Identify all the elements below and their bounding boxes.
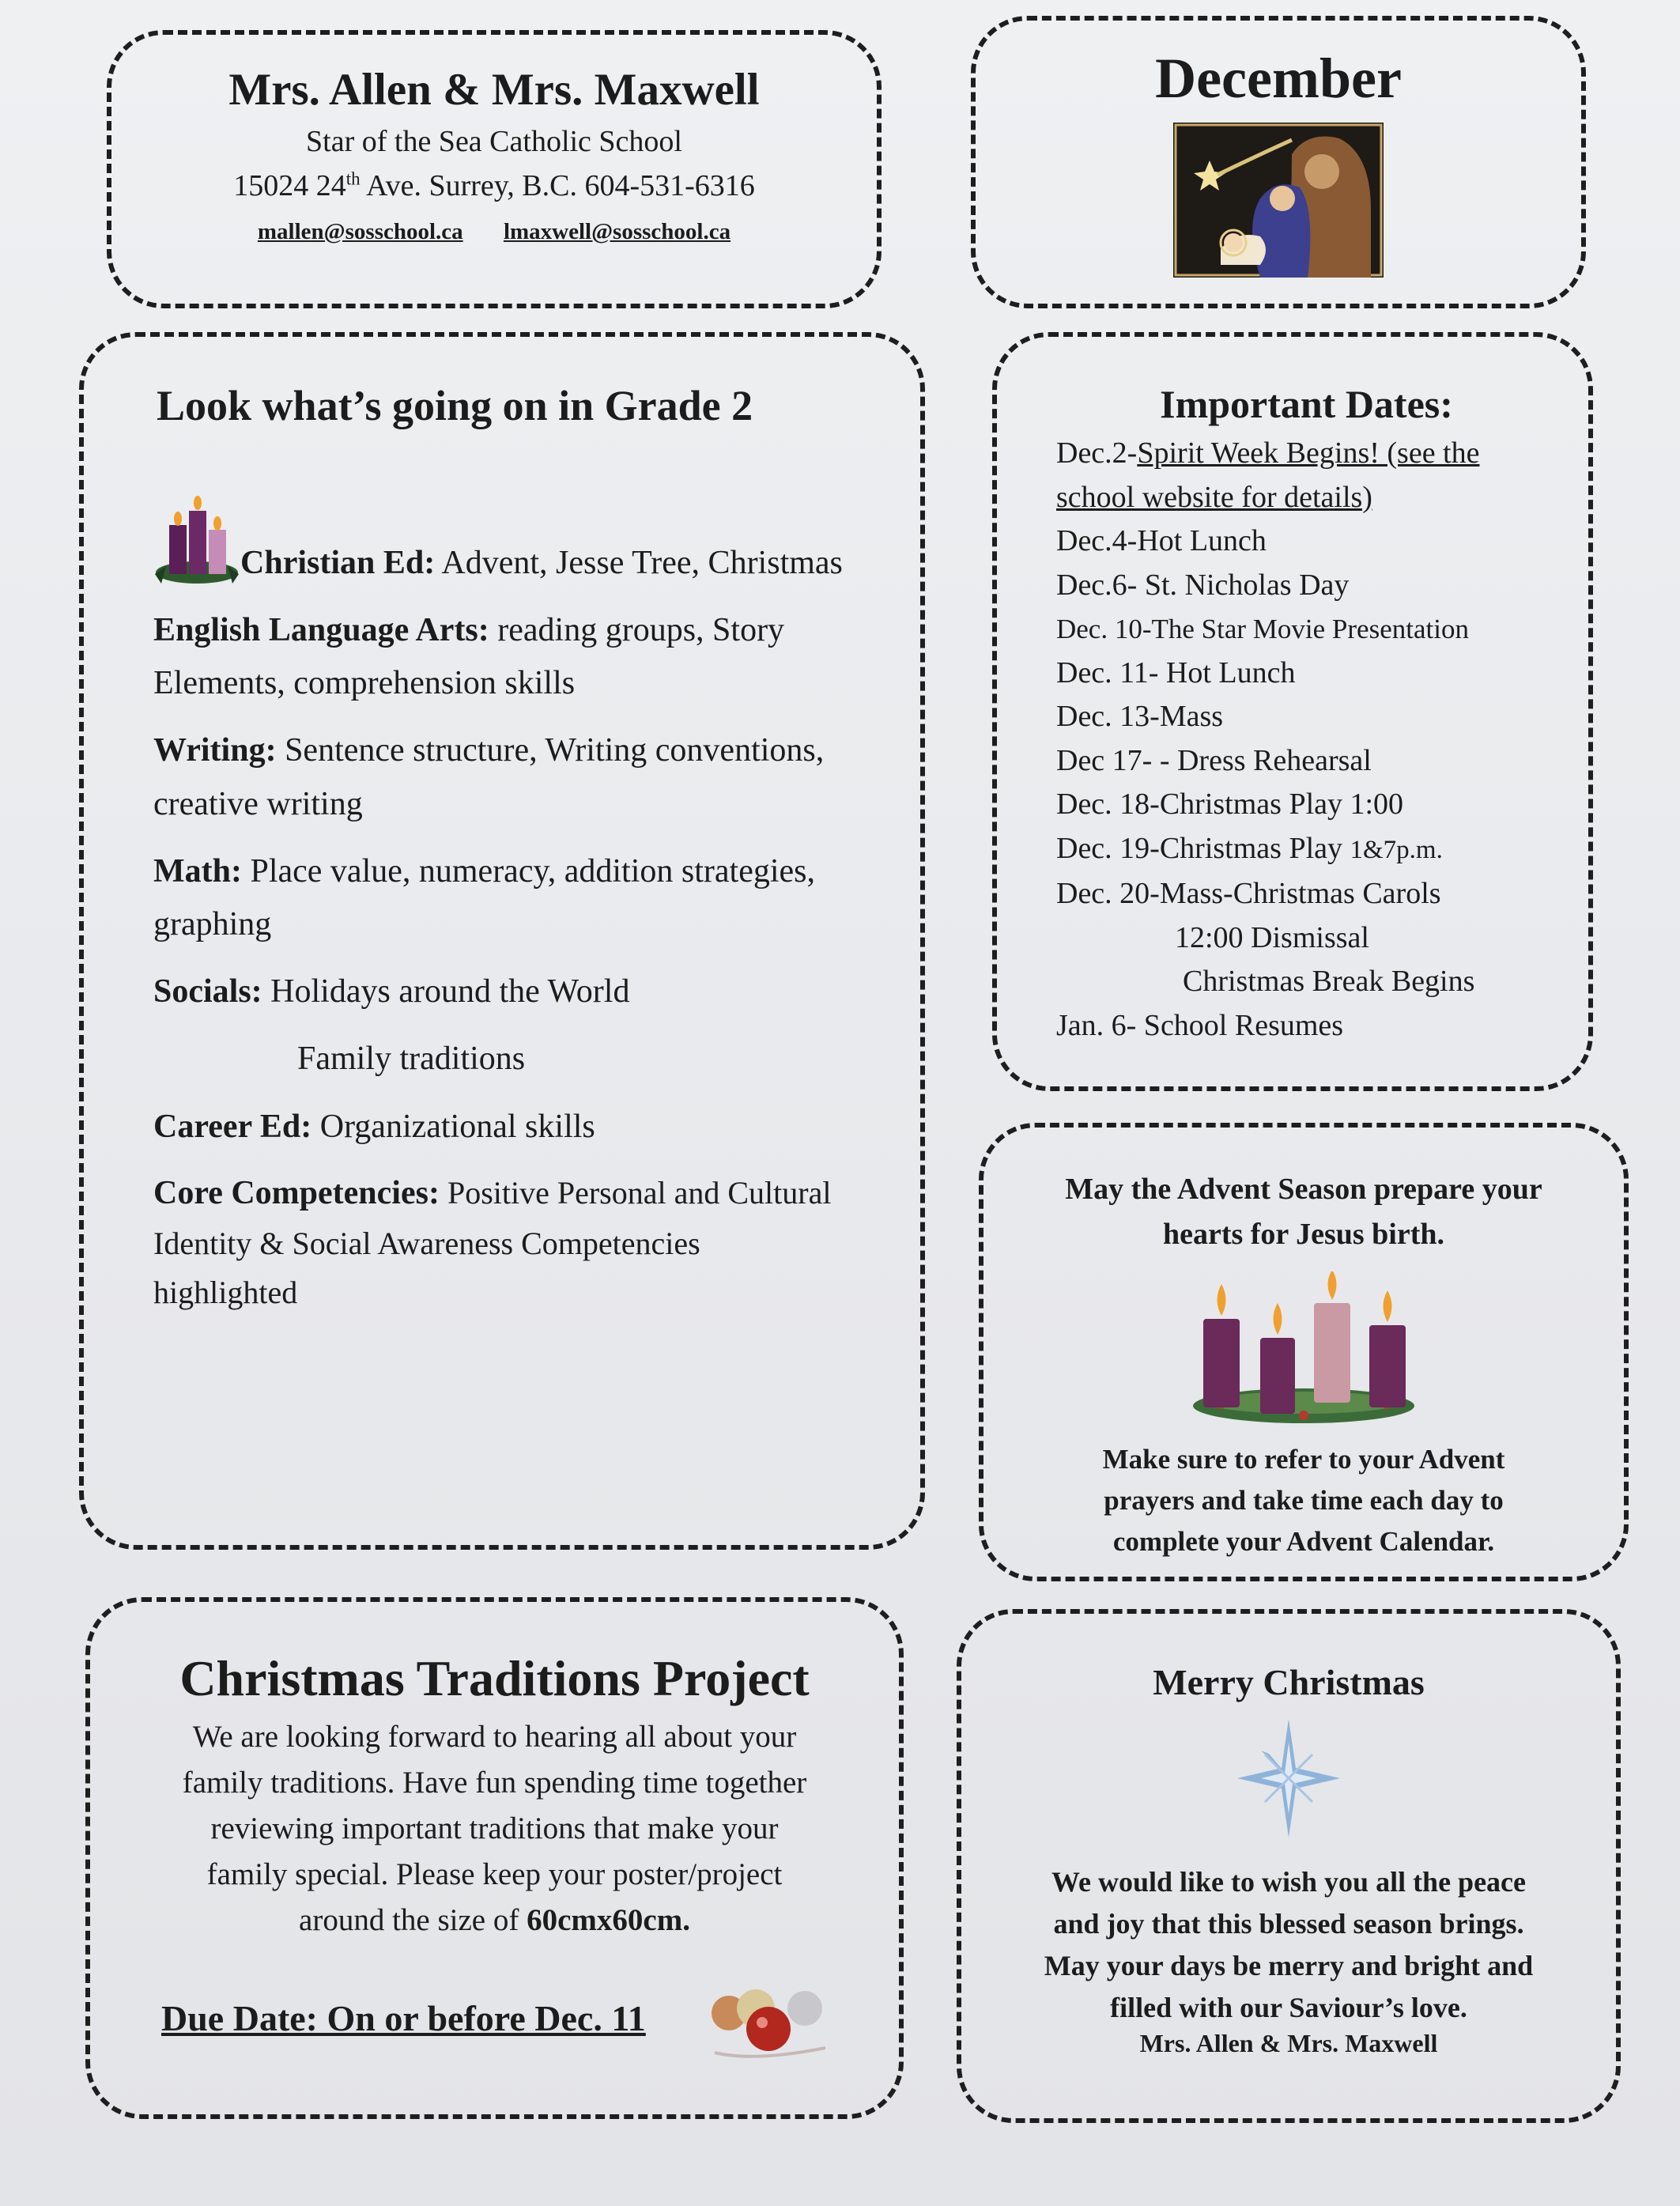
- traditions-line: reviewing important traditions that make your: [210, 1811, 779, 1845]
- writing-text: Sentence structure, Writing conventions, creative writing: [153, 732, 825, 822]
- date-row: Dec. 13-Mass: [1056, 700, 1224, 733]
- date-row: Dec.6- St. Nicholas Day: [1056, 568, 1350, 602]
- date-row: Christmas Break Begins: [1183, 965, 1475, 998]
- family-traditions-text: Family traditions: [297, 1041, 526, 1078]
- socials-text: Holidays around the World: [262, 973, 630, 1010]
- traditions-size-line: [114, 1898, 875, 1943]
- spirit-week-link-continued[interactable]: school website for details): [1056, 480, 1372, 514]
- advent-instructions-line: prayers and take time each day to: [1104, 1485, 1504, 1516]
- due-date: Due Date: On or before Dec. 11: [161, 1998, 646, 2038]
- email-link-allen[interactable]: mallen@sosschool.ca: [257, 219, 463, 245]
- date-row: Dec. 10-The Star Movie Presentation: [1056, 614, 1469, 644]
- math-text: Place value, numeracy, addition strategies, graphing: [153, 852, 815, 942]
- math-label: Math:: [153, 852, 242, 890]
- grade-activities-box: [79, 332, 925, 1550]
- teacher-names: Mrs. Allen & Mrs. Maxwell: [228, 65, 760, 115]
- ela-label: English Language Arts:: [153, 612, 489, 648]
- traditions-description: [90, 1714, 899, 1943]
- writing-label: Writing:: [153, 732, 277, 769]
- email-link-maxwell[interactable]: lmaxwell@sosschool.ca: [503, 219, 731, 245]
- date-row: Jan. 6- School Resumes: [1056, 1008, 1344, 1042]
- date-row: [1056, 827, 1557, 873]
- traditions-line: family special. Please keep your poster/project: [206, 1857, 783, 1891]
- size-prefix: around the size of: [299, 1903, 527, 1937]
- traditions-line: We are looking forward to hearing all about your: [192, 1720, 797, 1754]
- socials-label: Socials:: [153, 973, 262, 1010]
- date-row: Dec. 11- Hot Lunch: [1056, 655, 1296, 689]
- traditions-line: family traditions. Have fun spending time together: [182, 1766, 807, 1800]
- date-row: Dec 17- - Dress Rehearsal: [1056, 743, 1372, 777]
- school-name: Star of the Sea Catholic School: [306, 125, 682, 159]
- christian-ed-label: Christian Ed:: [240, 544, 436, 581]
- advent-message-line: May the Advent Season prepare your: [1065, 1173, 1542, 1206]
- date-row: [1056, 476, 1557, 520]
- date-time: 1&7p.m.: [1350, 835, 1443, 864]
- socials-entry-continued: [153, 1033, 849, 1086]
- greeting-line: May your days be merry and bright and: [1044, 1950, 1534, 1981]
- ornaments-icon: [707, 1980, 833, 2067]
- core-competencies-text: Positive Personal and Cultural Identity & Social Awareness Competencies highlighted: [153, 1174, 832, 1310]
- month-box: [971, 16, 1586, 308]
- school-address: [111, 168, 877, 203]
- size-value: 60cmx60cm.: [527, 1903, 690, 1937]
- advent-instructions-line: complete your Advent Calendar.: [1112, 1526, 1495, 1557]
- greeting-line: filled with our Saviour’s love.: [1110, 1992, 1467, 2023]
- date-row: Dec.4-Hot Lunch: [1056, 524, 1267, 557]
- career-ed-text: Organizational skills: [311, 1108, 595, 1145]
- core-competencies-label: Core Competencies:: [153, 1174, 440, 1211]
- address-suffix: Ave. Surrey, B.C. 604-531-6316: [360, 169, 755, 203]
- month-title: December: [1155, 47, 1402, 110]
- grade-title: Look what’s going on in Grade 2: [157, 382, 753, 429]
- ela-text: reading groups, Story Elements, comprehension skills: [153, 612, 785, 702]
- date-row: Dec. 20-Mass-Christmas Carols: [1056, 877, 1441, 910]
- core-competencies-entry: [153, 1168, 849, 1317]
- socials-entry: [153, 965, 849, 1018]
- nativity-icon: [1173, 123, 1384, 278]
- greeting-line: We would like to wish you all the peace: [1051, 1866, 1527, 1898]
- address-prefix: 15024 24: [233, 169, 346, 203]
- merry-christmas-box: [957, 1609, 1621, 2123]
- ela-entry: [153, 604, 849, 710]
- writing-entry: [153, 724, 849, 830]
- greeting-line: and joy that this blessed season brings.: [1053, 1908, 1524, 1940]
- career-ed-entry: [153, 1101, 849, 1154]
- teacher-header-box: [107, 30, 882, 308]
- spirit-week-link[interactable]: Spirit Week Begins! (see the: [1137, 436, 1480, 470]
- date-row: 12:00 Dismissal: [1175, 920, 1369, 954]
- important-dates-box: [992, 332, 1593, 1091]
- math-entry: [153, 845, 849, 951]
- important-dates-title: Important Dates:: [1160, 382, 1453, 426]
- date-label: Dec.2-: [1056, 436, 1138, 470]
- email-links: [111, 219, 877, 245]
- traditions-title: Christmas Traditions Project: [179, 1650, 810, 1706]
- advent-instructions-line: Make sure to refer to your Advent: [1102, 1444, 1505, 1475]
- merry-christmas-title: Merry Christmas: [1153, 1662, 1425, 1702]
- advent-wreath-icon: [1189, 1271, 1418, 1430]
- christian-ed-text: Advent, Jesse Tree, Christmas: [435, 544, 843, 581]
- advent-message-line: hearts for Jesus birth.: [1162, 1218, 1445, 1251]
- christian-ed-entry: [153, 444, 849, 590]
- advent-wreath-icon: [153, 479, 240, 590]
- date-row: [1056, 432, 1557, 476]
- career-ed-label: Career Ed:: [153, 1108, 312, 1145]
- date-label: Dec. 19-Christmas Play: [1056, 831, 1350, 865]
- traditions-project-box: [85, 1597, 904, 2119]
- star-icon: [1237, 1719, 1340, 1838]
- signature: Mrs. Allen & Mrs. Maxwell: [1139, 2029, 1438, 2057]
- address-superscript: th: [345, 168, 361, 189]
- date-row: Dec. 18-Christmas Play 1:00: [1056, 788, 1404, 821]
- advent-box: [979, 1123, 1629, 1581]
